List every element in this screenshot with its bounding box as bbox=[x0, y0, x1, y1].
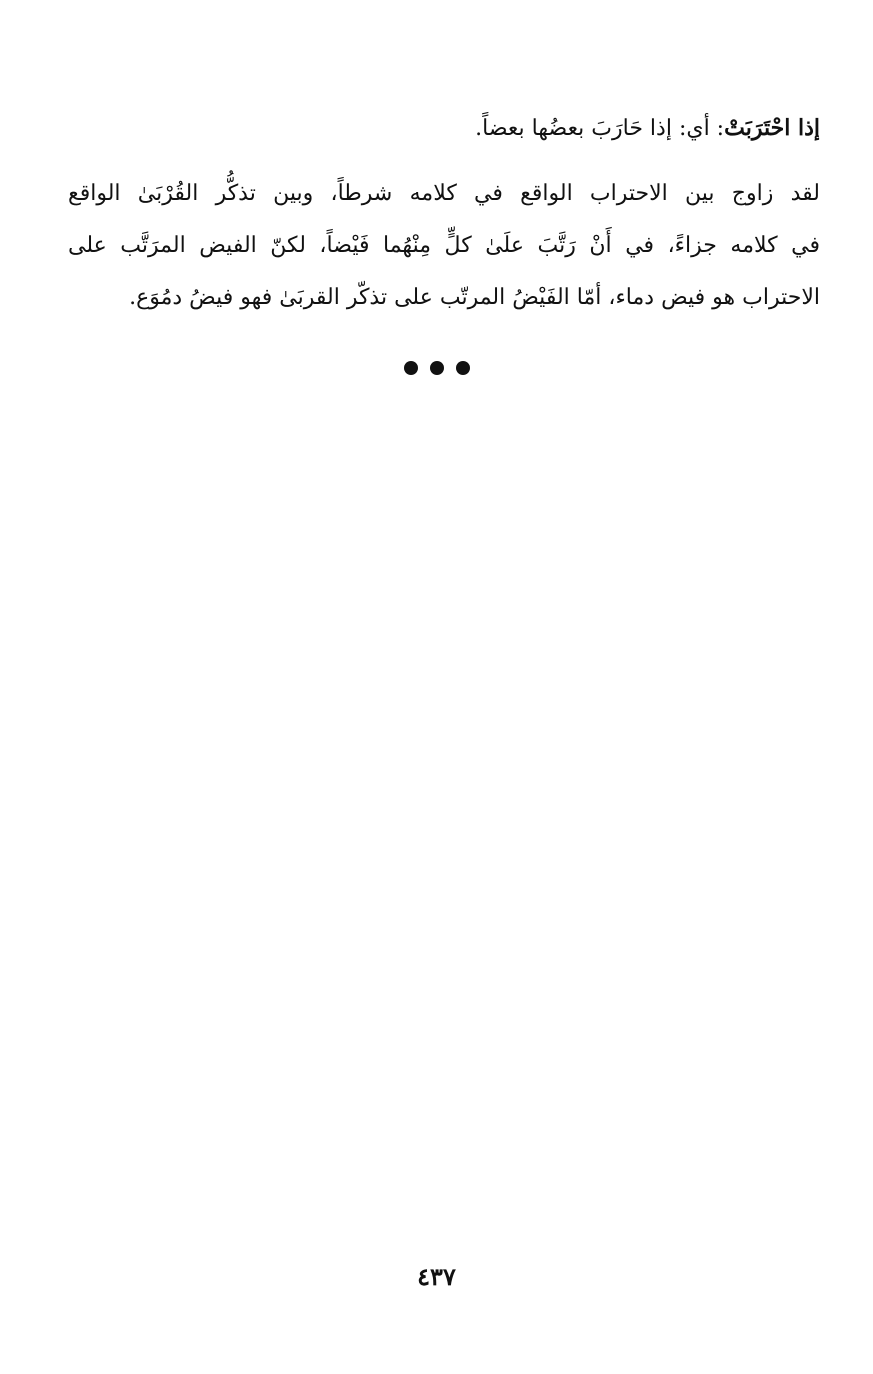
page-number: ٤٣٧ bbox=[417, 1262, 456, 1291]
separator-dot bbox=[430, 361, 444, 375]
section-separator bbox=[0, 361, 873, 375]
gloss-entry bbox=[68, 108, 820, 149]
gloss-definition: أي: إذا حَارَبَ بعضُها بعضاً. bbox=[475, 116, 710, 141]
gloss-separator: : bbox=[709, 116, 725, 141]
commentary-paragraph bbox=[68, 168, 820, 324]
gloss-term: إذا احْتَرَبَتْ bbox=[724, 115, 820, 141]
separator-dot bbox=[456, 361, 470, 375]
paragraph-line: لقد زاوج بين الاحتراب الواقع في كلامه شرطاً، وبين تذكُّر القُرْبَىٰ الواقع bbox=[68, 181, 820, 206]
paragraph-line: في كلامه جزاءً، في أَنْ رَتَّبَ علَىٰ كلٍّ مِنْهُما فَيْضاً، لكنّ الفيض المرَتَّب على bbox=[68, 233, 820, 258]
separator-dot bbox=[404, 361, 418, 375]
paragraph-line: الاحتراب هو فيض دماء، أمّا الفَيْضُ المرتّب على تذكّر القربَىٰ فهو فيضُ دمُوَع. bbox=[129, 285, 820, 310]
